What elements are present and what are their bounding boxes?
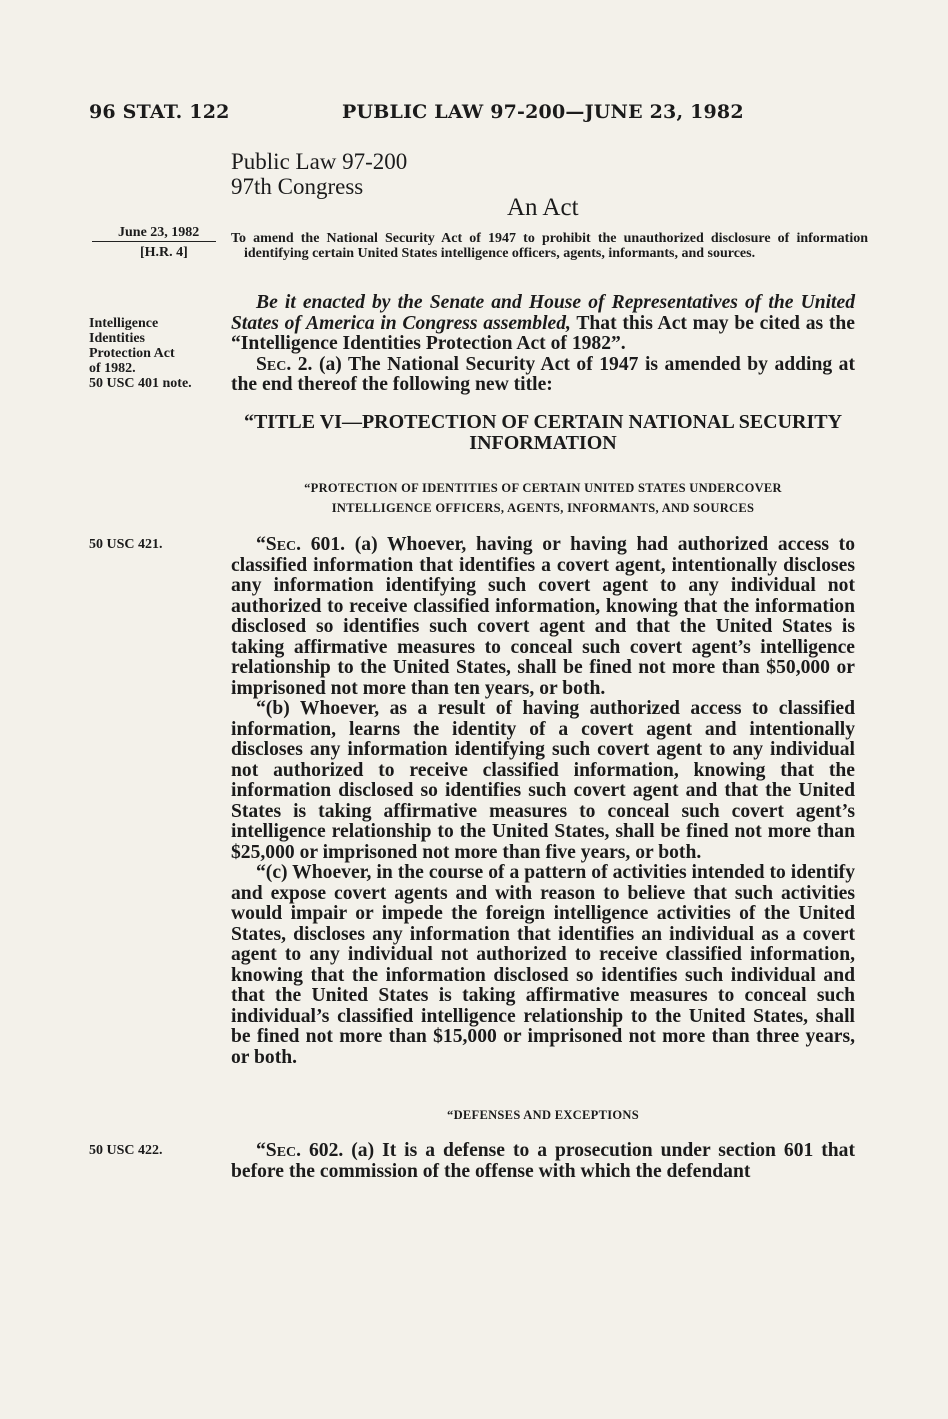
act-title: An Act xyxy=(507,194,579,221)
sec602-label: Sec xyxy=(265,1140,297,1161)
enacting-clause xyxy=(231,293,855,355)
margin-short-title-line: of 1982. xyxy=(89,361,136,376)
running-header: PUBLIC LAW 97-200—JUNE 23, 1982 xyxy=(342,101,744,123)
margin-bill: [H.R. 4] xyxy=(140,245,188,260)
sec2-label: Sec xyxy=(256,353,287,375)
public-law-number: Public Law 97-200 xyxy=(231,149,408,174)
enacting-italic: Be it enacted by the Senate and House of Representatives of the United States of America in Congress assembled, xyxy=(231,292,855,334)
margin-note-401: 50 USC 401 note. xyxy=(89,376,192,391)
margin-date: June 23, 1982 xyxy=(118,225,200,240)
sec2-paragraph xyxy=(231,355,855,396)
sec602-a xyxy=(231,1141,855,1182)
purpose-clause: To amend the National Security Act of 1947 to prohibit the unauthorized disclosure of information identifying certain United States intelligence officers, agents, informants, and sources. xyxy=(231,231,868,261)
section-601-heading-line2: INTELLIGENCE OFFICERS, AGENTS, INFORMANTS, AND SOURCES xyxy=(331,501,755,515)
margin-short-title-line: Intelligence xyxy=(89,316,159,331)
sec601-c: “(c) Whoever, in the course of a pattern of activities intended to identify and expose covert agents and with reason to believe that such activities would impair or impede the foreign intelligence activities of the United States, discloses any information that identifies an individual as a covert agent to any individual not authorized to receive classified information, knowing that the information disclosed so identifies such individual and that the United States is taking affirmative measures to conceal such individual’s classified intelligence relationship to the United States, shall be fined not more than $15,000 or imprisoned not more than three years, or both. xyxy=(231,862,855,1068)
margin-rule xyxy=(92,241,216,242)
sec601-a xyxy=(231,535,855,699)
margin-note-421: 50 USC 421. xyxy=(89,537,163,552)
margin-note-422: 50 USC 422. xyxy=(89,1143,163,1158)
section-601-heading xyxy=(231,478,855,518)
section-602 xyxy=(231,1141,855,1182)
section-601-heading-line1: “PROTECTION OF IDENTITIES OF CERTAIN UNITED STATES UNDERCOVER xyxy=(304,481,782,495)
section-601 xyxy=(231,535,855,1068)
sec601-label: Sec xyxy=(265,534,297,555)
sec601-b: “(b) Whoever, as a result of having authorized access to classified information, learns the identity of a covert agent and intentionally discloses any information identifying such covert agent to any individual not authorized to receive classified information, knowing that the information disclosed so identifies such covert agent and that the United States is taking affirmative measures to conceal such covert agent’s intelligence relationship to the United States, shall be fined not more than $25,000 or imprisoned not more than five years, or both. xyxy=(231,698,855,863)
section-602-heading: “DEFENSES AND EXCEPTIONS xyxy=(447,1108,639,1122)
margin-short-title xyxy=(89,316,192,391)
sec602-quote: “ xyxy=(256,1140,266,1161)
enacting-block xyxy=(231,293,855,396)
margin-short-title-line: Protection Act xyxy=(89,346,175,361)
sec602-a-text: . 602. (a) It is a defense to a prosecution under section 601 that before the commission of the offense with which the defendant xyxy=(231,1140,855,1182)
sec2-text: . 2. (a) The National Security Act of 1947 is amended by adding at the end thereof the following new title: xyxy=(231,353,855,395)
stat-page-number: 96 STAT. 122 xyxy=(89,101,230,123)
title-vi-heading: “TITLE VI—PROTECTION OF CERTAIN NATIONAL SECURITY INFORMATION xyxy=(243,411,843,454)
enacting-short-title: That this Act may be cited as the “Intelligence Identities Protection Act of 1982”. xyxy=(231,312,855,354)
sec601-a-text: . 601. (a) Whoever, having or having had authorized access to classified information that identifies a covert agent, intentionally discloses any information identifying such covert agent to any individual not authorized to receive classified information, knowing that the information disclosed so identifies such covert agent and that the United States is taking affirmative measures to conceal such covert agent’s intelligence relationship to the United States, shall be fined not more than $50,000 or imprisoned not more than ten years, or both. xyxy=(231,534,855,699)
congress: 97th Congress xyxy=(231,174,364,199)
margin-short-title-line: Identities xyxy=(89,331,145,346)
sec601-quote: “ xyxy=(256,534,266,555)
